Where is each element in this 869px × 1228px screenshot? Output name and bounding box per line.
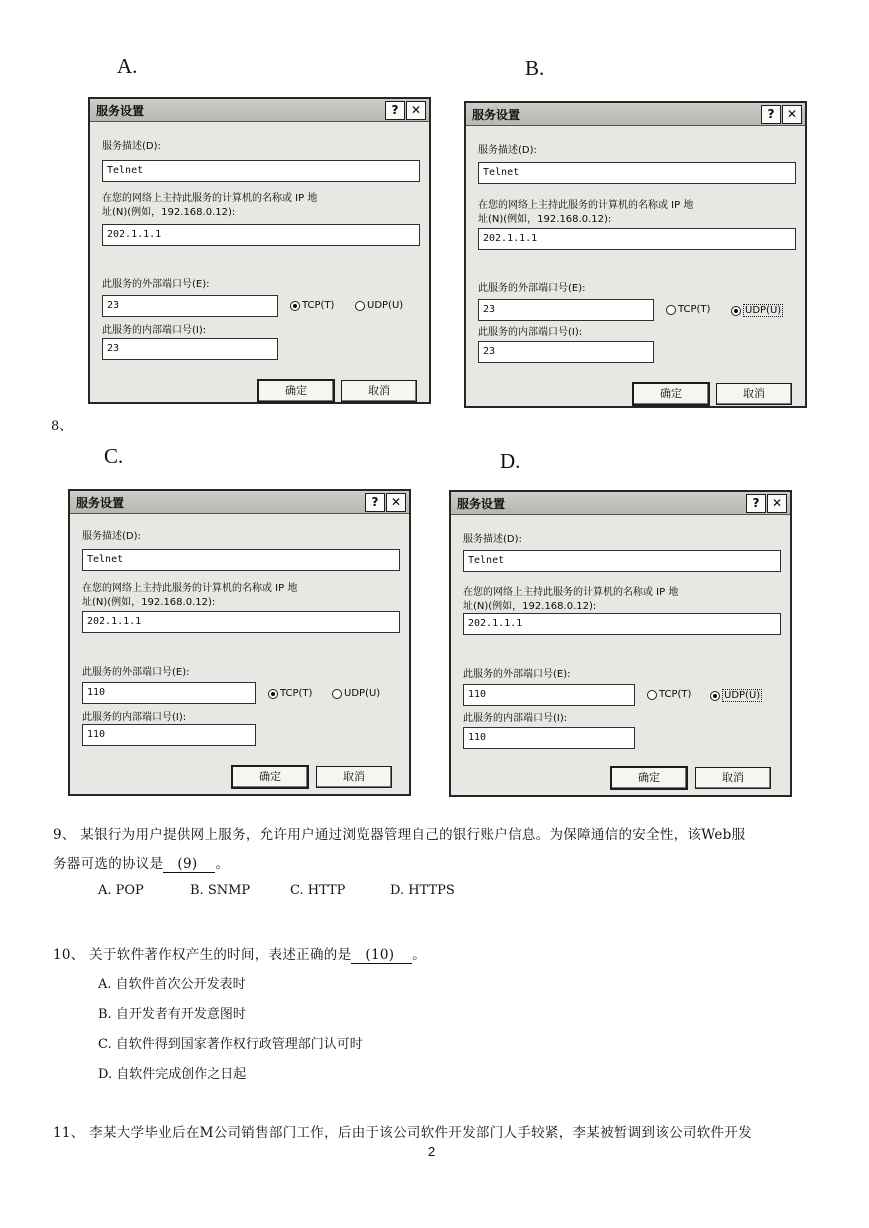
int-port-label: 此服务的内部端口号(I): — [102, 325, 207, 336]
desc-input[interactable]: Telnet — [478, 162, 796, 184]
close-icon[interactable]: ✕ — [767, 494, 787, 513]
desc-label: 服务描述(D): — [82, 531, 141, 542]
int-port-input[interactable]: 110 — [463, 727, 635, 749]
help-icon[interactable]: ? — [746, 494, 766, 513]
q10-option-b: B. 自开发者有开发意图时 — [98, 1007, 246, 1022]
int-port-label: 此服务的内部端口号(I): — [82, 712, 187, 723]
radio-selected-icon — [290, 301, 300, 311]
tcp-radio[interactable]: TCP(T) — [268, 688, 312, 699]
dialog-title: 服务设置 — [472, 108, 521, 122]
option-letter-b: B. — [525, 56, 545, 80]
dialog-a — [88, 97, 431, 404]
tcp-radio[interactable]: TCP(T) — [290, 300, 334, 311]
page-number: 2 — [428, 1144, 436, 1159]
radio-empty-icon — [647, 690, 657, 700]
desc-input[interactable]: Telnet — [463, 550, 781, 572]
int-port-label: 此服务的内部端口号(I): — [478, 327, 583, 338]
udp-radio[interactable]: UDP(U) — [710, 689, 762, 702]
help-icon[interactable]: ? — [385, 101, 405, 120]
ext-port-label: 此服务的外部端口号(E): — [478, 283, 586, 294]
radio-selected-icon — [731, 306, 741, 316]
host-label-line2: 址(N)(例如，192.168.0.12): — [82, 597, 216, 608]
q10-option-d: D. 自软件完成创作之日起 — [98, 1067, 247, 1082]
option-letter-d: D. — [500, 449, 521, 473]
q9-option-c: C. HTTP — [290, 883, 346, 898]
cancel-button[interactable]: 取消 — [716, 383, 792, 405]
desc-label: 服务描述(D): — [463, 534, 522, 545]
udp-radio[interactable]: UDP(U) — [332, 688, 380, 699]
close-icon[interactable]: ✕ — [406, 101, 426, 120]
question-10-stem: 10、 关于软件著作权产生的时间，表述正确的是 (10) 。 — [53, 947, 427, 963]
tcp-radio[interactable]: TCP(T) — [647, 689, 691, 700]
cancel-button[interactable]: 取消 — [341, 380, 417, 402]
host-label-line1: 在您的网络上主持此服务的计算机的名称或 IP 地 — [463, 587, 679, 598]
tcp-radio[interactable]: TCP(T) — [666, 304, 710, 315]
host-input[interactable]: 202.1.1.1 — [478, 228, 796, 250]
host-label-line2: 址(N)(例如，192.168.0.12): — [102, 207, 236, 218]
ok-button[interactable]: 确定 — [611, 767, 687, 789]
host-input[interactable]: 202.1.1.1 — [82, 611, 400, 633]
help-icon[interactable]: ? — [365, 493, 385, 512]
host-label-line1: 在您的网络上主持此服务的计算机的名称或 IP 地 — [102, 193, 318, 204]
int-port-input[interactable]: 110 — [82, 724, 256, 746]
question-9-line1: 9、 某银行为用户提供网上服务，允许用户通过浏览器管理自己的银行账户信息。为保障通信的安全性，该Web服 — [53, 827, 746, 843]
ok-button[interactable]: 确定 — [258, 380, 334, 402]
ext-port-input[interactable]: 110 — [82, 682, 256, 704]
ok-button[interactable]: 确定 — [232, 766, 308, 788]
q9-option-d: D. HTTPS — [390, 883, 455, 898]
help-icon[interactable]: ? — [761, 105, 781, 124]
host-label-line2: 址(N)(例如，192.168.0.12): — [478, 214, 612, 225]
dialog-b — [464, 101, 807, 408]
question-9-line2: 务器可选的协议是 (9) 。 — [53, 856, 230, 872]
q9-option-b: B. SNMP — [190, 883, 251, 898]
radio-empty-icon — [332, 689, 342, 699]
q10-option-c: C. 自软件得到国家著作权行政管理部门认可时 — [98, 1037, 363, 1052]
host-input[interactable]: 202.1.1.1 — [102, 224, 420, 246]
question-8-number: 8、 — [51, 419, 73, 434]
option-letter-a: A. — [117, 54, 138, 78]
dialog-title: 服务设置 — [96, 104, 145, 118]
int-port-label: 此服务的内部端口号(I): — [463, 713, 568, 724]
cancel-button[interactable]: 取消 — [316, 766, 392, 788]
ext-port-input[interactable]: 110 — [463, 684, 635, 706]
ok-button[interactable]: 确定 — [633, 383, 709, 405]
ext-port-input[interactable]: 23 — [102, 295, 278, 317]
host-label-line2: 址(N)(例如，192.168.0.12): — [463, 601, 597, 612]
udp-radio[interactable]: UDP(U) — [731, 304, 783, 317]
desc-input[interactable]: Telnet — [82, 549, 400, 571]
radio-selected-icon — [268, 689, 278, 699]
desc-label: 服务描述(D): — [102, 141, 161, 152]
ext-port-label: 此服务的外部端口号(E): — [463, 669, 571, 680]
q9-option-a: A. POP — [98, 883, 144, 898]
dialog-d — [449, 490, 792, 797]
radio-empty-icon — [666, 305, 676, 315]
dialog-title: 服务设置 — [76, 496, 125, 510]
title-bar — [466, 103, 805, 126]
title-bar — [451, 492, 790, 515]
answer-blank: (9) — [163, 856, 215, 873]
cancel-button[interactable]: 取消 — [695, 767, 771, 789]
title-bar — [70, 491, 409, 514]
desc-input[interactable]: Telnet — [102, 160, 420, 182]
host-input[interactable]: 202.1.1.1 — [463, 613, 781, 635]
ext-port-label: 此服务的外部端口号(E): — [82, 667, 190, 678]
dialog-title: 服务设置 — [457, 497, 506, 511]
udp-radio[interactable]: UDP(U) — [355, 300, 403, 311]
close-icon[interactable]: ✕ — [782, 105, 802, 124]
title-bar — [90, 99, 429, 122]
host-label-line1: 在您的网络上主持此服务的计算机的名称或 IP 地 — [478, 200, 694, 211]
desc-label: 服务描述(D): — [478, 145, 537, 156]
q10-option-a: A. 自软件首次公开发表时 — [98, 977, 246, 992]
answer-blank: (10) — [351, 947, 412, 964]
int-port-input[interactable]: 23 — [478, 341, 654, 363]
question-11-line1: 11、 李某大学毕业后在M公司销售部门工作，后由于该公司软件开发部门人手较紧，李某被暂调到该公司软件开发 — [53, 1125, 752, 1141]
option-letter-c: C. — [104, 444, 124, 468]
int-port-input[interactable]: 23 — [102, 338, 278, 360]
ext-port-label: 此服务的外部端口号(E): — [102, 279, 210, 290]
radio-empty-icon — [355, 301, 365, 311]
ext-port-input[interactable]: 23 — [478, 299, 654, 321]
close-icon[interactable]: ✕ — [386, 493, 406, 512]
radio-selected-icon — [710, 691, 720, 701]
host-label-line1: 在您的网络上主持此服务的计算机的名称或 IP 地 — [82, 583, 298, 594]
dialog-c — [68, 489, 411, 796]
